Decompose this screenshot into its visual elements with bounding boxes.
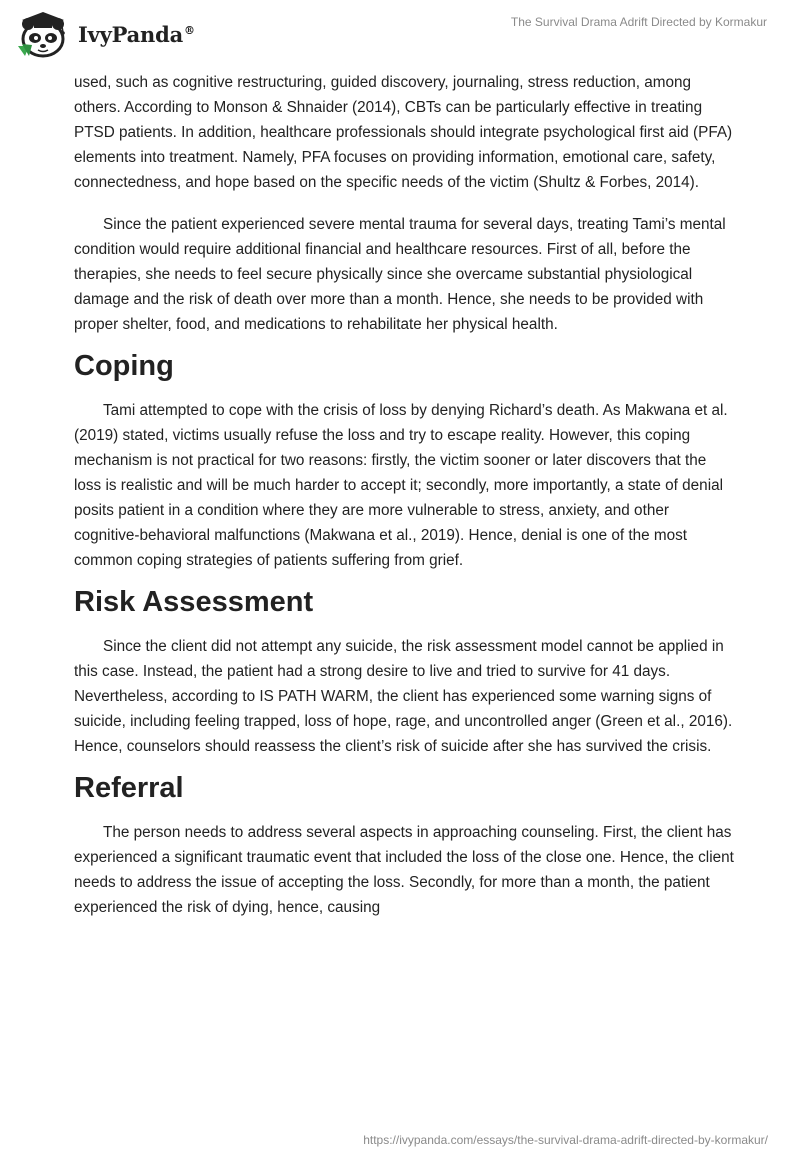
heading-coping: Coping <box>74 350 174 382</box>
heading-risk-assessment: Risk Assessment <box>74 586 314 618</box>
source-url[interactable]: https://ivypanda.com/essays/the-survival-drama-adrift-directed-by-kormakur/ <box>363 1133 768 1147</box>
brand-logo[interactable] <box>14 10 195 58</box>
paragraph-coping: Tami attempted to cope with the crisis of loss by denying Richard’s death. As Makwana et al. (2019) stated, victims usually refuse the loss and try to escape reality. However, this coping mechanism is not practical for two reasons: firstly, the victim sooner or later discovers that the loss is realistic and will be much harder to accept it; secondly, more importantly, a state of denial posits patient in a condition where they are more vulnerable to stress, anxiety, and other cognitive-behavioral malfunctions (Makwana et al., 2019). Hence, denial is one of the most common coping strategies of patients suffering from grief. <box>74 402 728 569</box>
trademark-symbol: ® <box>184 23 195 37</box>
heading-referral: Referral <box>74 772 184 804</box>
essay-body <box>74 70 734 920</box>
paragraph-referral: The person needs to address several aspects in approaching counseling. First, the client has experienced a significant traumatic event that included the loss of the close one. Hence, the client needs to address the issue of accepting the loss. Secondly, for more than a month, the patient experienced the risk of dying, hence, causing <box>74 824 734 916</box>
brand-text: IvyPanda <box>78 21 184 47</box>
brand-name <box>78 22 195 47</box>
running-title: The Survival Drama Adrift Directed by Kormakur <box>510 15 767 29</box>
paragraph-cbt-pfa: used, such as cognitive restructuring, guided discovery, journaling, stress reduction, among others. According to Monson & Shnaider (2014), CBTs can be particularly effective in treating PTSD patients. In addition, healthcare professionals should integrate psychological first aid (PFA) elements into treatment. Namely, PFA focuses on providing information, emotional care, safety, connectedness, and hope based on the specific needs of the victim (Shultz & Forbes, 2014). <box>74 74 733 191</box>
paragraph-risk-assessment: Since the client did not attempt any suicide, the risk assessment model cannot be applied in this case. Instead, the patient had a strong desire to live and tried to survive for 41 days. Nevertheless, according to IS PATH WARM, the client has experienced some warning signs of suicide, including feeling trapped, loss of hope, rage, and uncontrolled anger (Green et al., 2016). Hence, counselors should reassess the client’s risk of suicide after she has survived the crisis. <box>74 638 733 755</box>
paragraph-resources: Since the patient experienced severe mental trauma for several days, treating Tami’s mental condition would require additional financial and healthcare resources. First of all, before the therapies, she needs to feel secure physically since she overcame substantial physiological damage and the risk of death over more than a month. Hence, she needs to be provided with proper shelter, food, and medications to rehabilitate her physical health. <box>74 216 726 333</box>
panda-logo-icon <box>14 10 72 58</box>
